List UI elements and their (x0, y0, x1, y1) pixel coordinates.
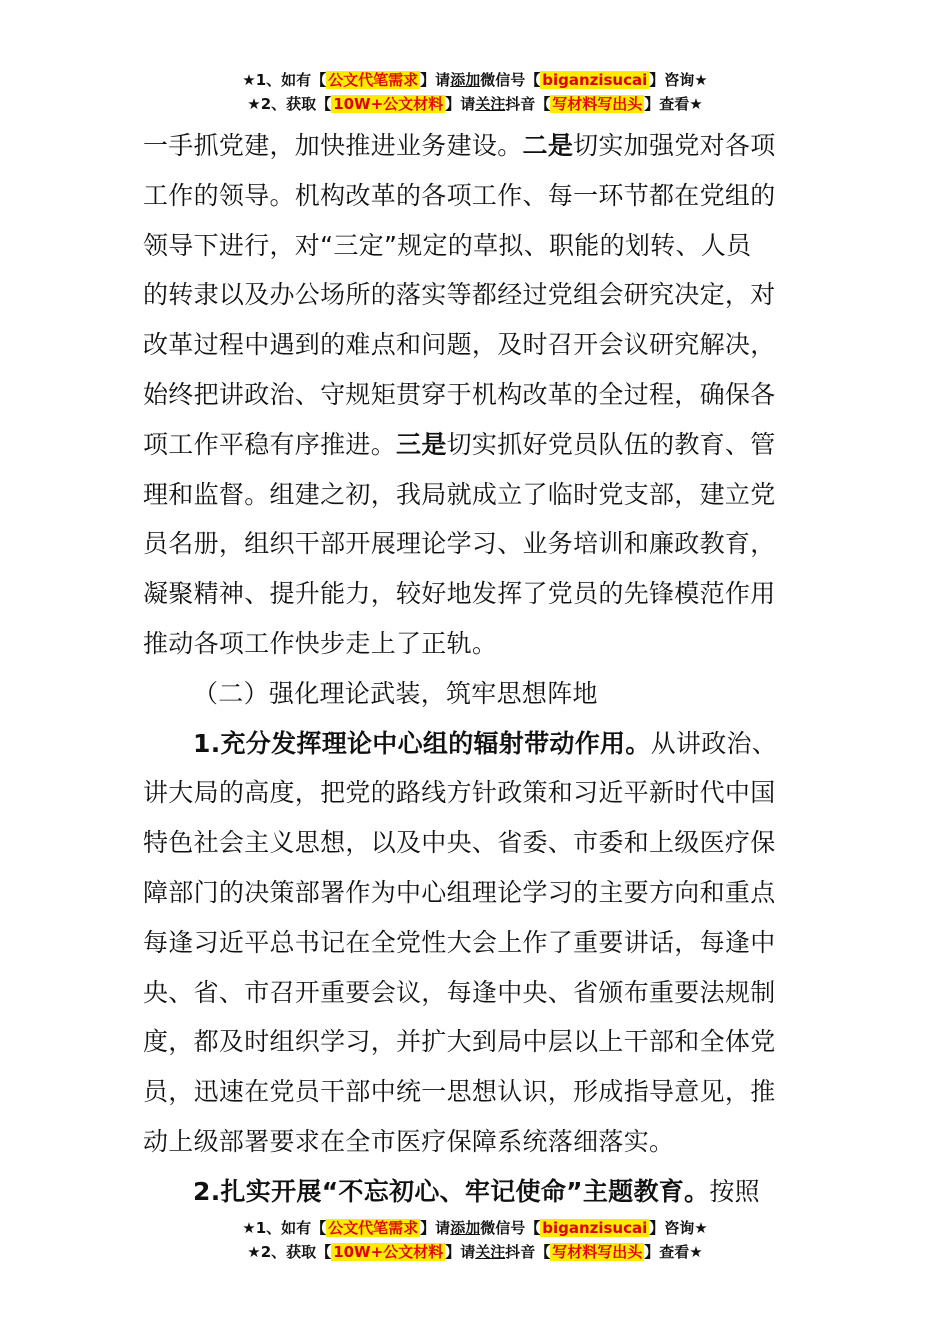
text-line: 一手抓党建，加快推进业务建设。二是切实加强党对各项 (143, 131, 776, 160)
banner-text: ★1、如有【 (242, 71, 327, 89)
banner-highlight: 写材料写出头 (552, 1243, 643, 1261)
banner-text: 微信号【 (480, 1219, 541, 1237)
banner-underlined: 关注 (475, 1243, 506, 1261)
banner-highlight: 公文代笔需求 (328, 1219, 419, 1237)
footer-banner (0, 1216, 950, 1264)
banner-underlined: 添加 (450, 1219, 481, 1237)
banner-highlight: 10W+公文材料 (333, 1243, 444, 1261)
banner-text: 抖音【 (505, 95, 551, 113)
text-line: 特色社会主义思想，以及中央、省委、市委和上级医疗保 (143, 828, 776, 858)
banner-text: 】请 (445, 1243, 476, 1261)
header-banner (0, 68, 950, 116)
text-line: 工作的领导。机构改革的各项工作、每一环节都在党组的 (143, 180, 776, 210)
text-line: 领导下进行，对“三定”规定的草拟、职能的划转、人员 (143, 230, 752, 260)
banner-text: ★2、获取【 (247, 1243, 332, 1261)
banner-line-2 (0, 92, 950, 116)
text-line: 凝聚精神、提升能力，较好地发挥了党员的先锋模范作用 (143, 579, 776, 609)
text-line: 的转隶以及办公场所的落实等都经过党组会研究决定，对 (143, 280, 776, 310)
banner-highlight: 10W+公文材料 (333, 95, 444, 113)
text-line: 员名册，组织干部开展理论学习、业务培训和廉政教育， (143, 529, 776, 559)
banner-text: 】查看★ (644, 1243, 703, 1261)
text-line: 理和监督。组建之初，我局就成立了临时党支部，建立党 (143, 479, 776, 509)
document-body (143, 121, 808, 1217)
text-line: 障部门的决策部署作为中心组理论学习的主要方向和重点 (143, 877, 776, 907)
section-heading: （二）强化理论武装，筑牢思想阵地 (193, 678, 598, 708)
banner-text: 】请 (420, 71, 451, 89)
banner-text: 】请 (420, 1219, 451, 1237)
banner-text: ★2、获取【 (247, 95, 332, 113)
text-line: 讲大局的高度，把党的路线方针政策和习近平新时代中国 (143, 778, 776, 808)
text-line: 动上级部署要求在全市医疗保障系统落细落实。 (143, 1126, 675, 1156)
banner-text: 】咨询★ (649, 71, 708, 89)
banner-text: 抖音【 (505, 1243, 551, 1261)
text-line: 每逢习近平总书记在全党性大会上作了重要讲话，每逢中 (143, 927, 776, 957)
text-line: 1.充分发挥理论中心组的辐射带动作用。从讲政治、 (193, 728, 778, 758)
banner-line-1 (0, 1216, 950, 1240)
banner-text: 】咨询★ (649, 1219, 708, 1237)
banner-text: 】查看★ (644, 95, 703, 113)
text-line: 推动各项工作快步走上了正轨。 (143, 628, 498, 658)
text-line: 始终把讲政治、守规矩贯穿于机构改革的全过程，确保各 (143, 379, 776, 409)
banner-highlight: 公文代笔需求 (328, 71, 419, 89)
text-line: 央、省、市召开重要会议，每逢中央、省颁布重要法规制 (143, 977, 776, 1007)
banner-line-1 (0, 68, 950, 92)
banner-underlined: 添加 (450, 71, 481, 89)
banner-highlight: biganzisucai (542, 71, 648, 89)
banner-text: ★1、如有【 (242, 1219, 327, 1237)
text-line: 项工作平稳有序推进。三是切实抓好党员队伍的教育、管 (143, 429, 776, 459)
banner-line-2 (0, 1240, 950, 1264)
banner-underlined: 关注 (475, 95, 506, 113)
banner-text: 】请 (445, 95, 476, 113)
banner-text: 微信号【 (480, 71, 541, 89)
text-line: 改革过程中遇到的难点和问题，及时召开会议研究解决， (143, 330, 776, 360)
text-line: 员，迅速在党员干部中统一思想认识，形成指导意见，推 (143, 1077, 776, 1107)
banner-highlight: 写材料写出头 (552, 95, 643, 113)
text-line: 2.扎实开展“不忘初心、牢记使命”主题教育。按照 (193, 1176, 760, 1206)
text-line: 度，都及时组织学习，并扩大到局中层以上干部和全体党 (143, 1027, 776, 1057)
banner-highlight: biganzisucai (542, 1219, 648, 1237)
